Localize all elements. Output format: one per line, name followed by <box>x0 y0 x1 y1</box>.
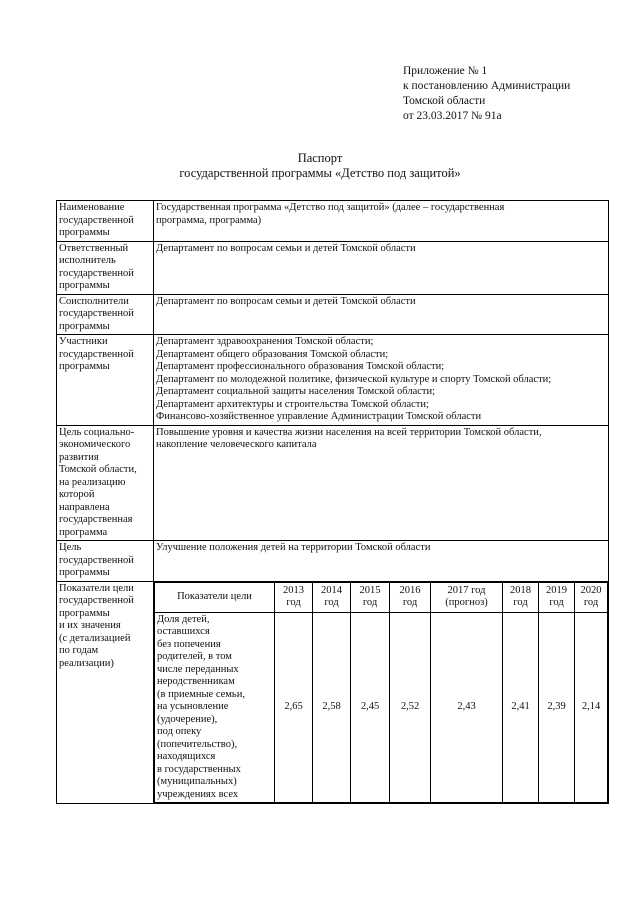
indicator-value: 2,52 <box>390 612 431 803</box>
year-header: 2016 год <box>390 582 431 612</box>
row-indicators <box>57 581 609 804</box>
row-socio-goal <box>57 425 609 541</box>
row-responsible <box>57 241 609 294</box>
indicator-value: 2,43 <box>431 612 503 803</box>
year-header: 2015 год <box>351 582 390 612</box>
year-header: 2013 год <box>275 582 313 612</box>
row-label: Цель государственной программы <box>57 541 154 582</box>
row-value: Департамент по вопросам семьи и детей Томской области <box>154 294 609 335</box>
indicator-name: Доля детей, оставшихся без попечения родителей, в том числе переданных неродственникам (в приемные семьи, на усыновление (удочерение), под опеку (попечительство), находящихся в государственных (муниципальных) учреждениях всех <box>155 612 275 803</box>
indicator-column-header: Показатели цели <box>155 582 275 612</box>
appendix-line: к постановлению Администрации <box>403 80 571 92</box>
row-label: Цель социально- экономического развития Томской области, на реализацию которой направлена государственная программа <box>57 425 154 541</box>
indicator-value: 2,41 <box>503 612 539 803</box>
indicator-value: 2,14 <box>575 612 608 803</box>
indicator-value: 2,58 <box>313 612 351 803</box>
row-value: Государственная программа «Детство под защитой» (далее – государственная программа, программа) <box>154 201 609 242</box>
row-name <box>57 201 609 242</box>
row-label: Участники государственной программы <box>57 335 154 426</box>
row-label: Ответственный исполнитель государственной программы <box>57 241 154 294</box>
row-label: Показатели цели государственной программы и их значения (с детализацией по годам реализации) <box>57 581 154 804</box>
indicator-value: 2,45 <box>351 612 390 803</box>
title-line: государственной программы «Детство под защитой» <box>179 166 461 180</box>
indicator-value: 2,39 <box>539 612 575 803</box>
appendix-line: от 23.03.2017 № 91а <box>403 110 502 122</box>
passport-table <box>56 200 609 804</box>
row-coexecutors <box>57 294 609 335</box>
indicators-cell <box>154 581 609 804</box>
year-header: 2017 год (прогноз) <box>431 582 503 612</box>
row-value: Департамент здравоохранения Томской области; Департамент общего образования Томской области; Департамент профессионального образования Томской области; Департамент по молодежной политике, физической культуре и спорту Томской области; Департамент социальной защиты населения Томской области; Департамент архитектуры и строительства Томской области; Финансово-хозяйственное управление Администрации Томской области <box>154 335 609 426</box>
indicator-value: 2,65 <box>275 612 313 803</box>
row-label: Наименование государственной программы <box>57 201 154 242</box>
appendix-line: Томской области <box>403 95 486 107</box>
year-header: 2019 год <box>539 582 575 612</box>
indicators-header-row <box>155 582 608 612</box>
year-header: 2014 год <box>313 582 351 612</box>
year-header: 2018 год <box>503 582 539 612</box>
indicator-row <box>155 612 608 803</box>
row-label: Соисполнители государственной программы <box>57 294 154 335</box>
appendix-line: Приложение № 1 <box>403 65 488 77</box>
row-value: Департамент по вопросам семьи и детей Томской области <box>154 241 609 294</box>
appendix-block <box>403 64 570 124</box>
document-title <box>0 151 640 181</box>
row-value: Повышение уровня и качества жизни населения на всей территории Томской области, накопление человеческого капитала <box>154 425 609 541</box>
indicators-table <box>154 582 608 804</box>
row-value: Улучшение положения детей на территории Томской области <box>154 541 609 582</box>
row-goal <box>57 541 609 582</box>
year-header: 2020 год <box>575 582 608 612</box>
title-line: Паспорт <box>297 151 343 165</box>
row-participants <box>57 335 609 426</box>
